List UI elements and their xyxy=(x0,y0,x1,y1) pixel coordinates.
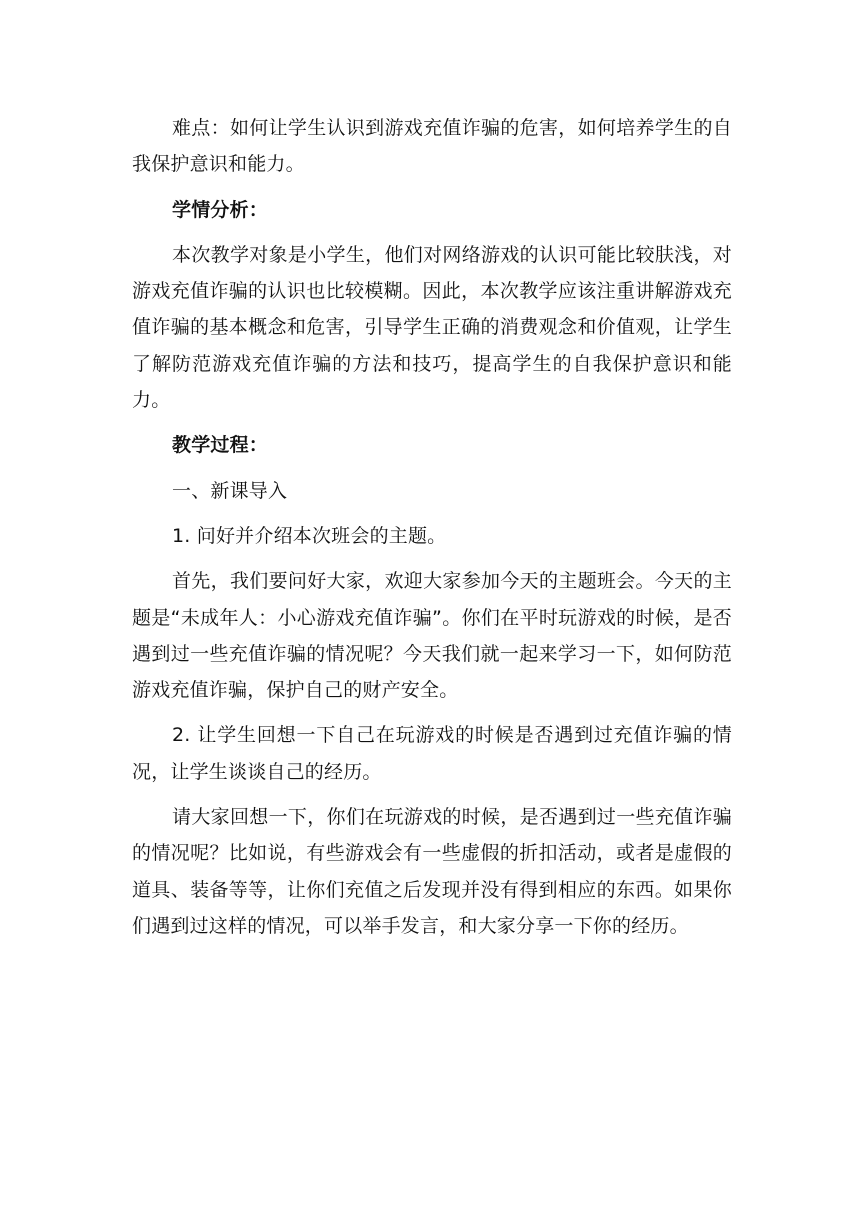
heading-student-analysis: 学情分析： xyxy=(172,198,269,221)
section-new-lesson-intro: 一、新课导入 xyxy=(172,479,288,502)
paragraph-difficulty: 难点：如何让学生认识到游戏充值诈骗的危害，如何培养学生的自我保护意识和能力。 xyxy=(132,117,732,176)
document-body xyxy=(132,110,732,944)
step-2-recall: 2. 让学生回想一下自己在玩游戏的时候是否遇到过充值诈骗的情况，让学生谈谈自己的经历。 xyxy=(132,724,732,783)
paragraph-student-analysis: 本次教学对象是小学生，他们对网络游戏的认识可能比较肤浅，对游戏充值诈骗的认识也比较模糊。因此，本次教学应该注重讲解游戏充值诈骗的基本概念和危害，引导学生正确的消费观念和价值观，让学生了解防范游戏充值诈骗的方法和技巧，提高学生的自我保护意识和能力。 xyxy=(132,243,732,412)
heading-teaching-process: 教学过程： xyxy=(172,434,269,457)
paragraph-recall-text: 请大家回想一下，你们在玩游戏的时候，是否遇到过一些充值诈骗的情况呢？比如说，有些游戏会有一些虚假的折扣活动，或者是虚假的道具、装备等等，让你们充值之后发现并没有得到相应的东西。如果你们遇到过这样的情况，可以举手发言，和大家分享一下你的经历。 xyxy=(132,806,732,937)
step-1-greeting: 1. 问好并介绍本次班会的主题。 xyxy=(172,524,447,547)
paragraph-greeting-text: 首先，我们要问好大家，欢迎大家参加今天的主题班会。今天的主题是“未成年人：小心游戏充值诈骗”。你们在平时玩游戏的时候，是否遇到过一些充值诈骗的情况呢？今天我们就一起来学习一下，如何防范游戏充值诈骗，保护自己的财产安全。 xyxy=(132,570,732,702)
